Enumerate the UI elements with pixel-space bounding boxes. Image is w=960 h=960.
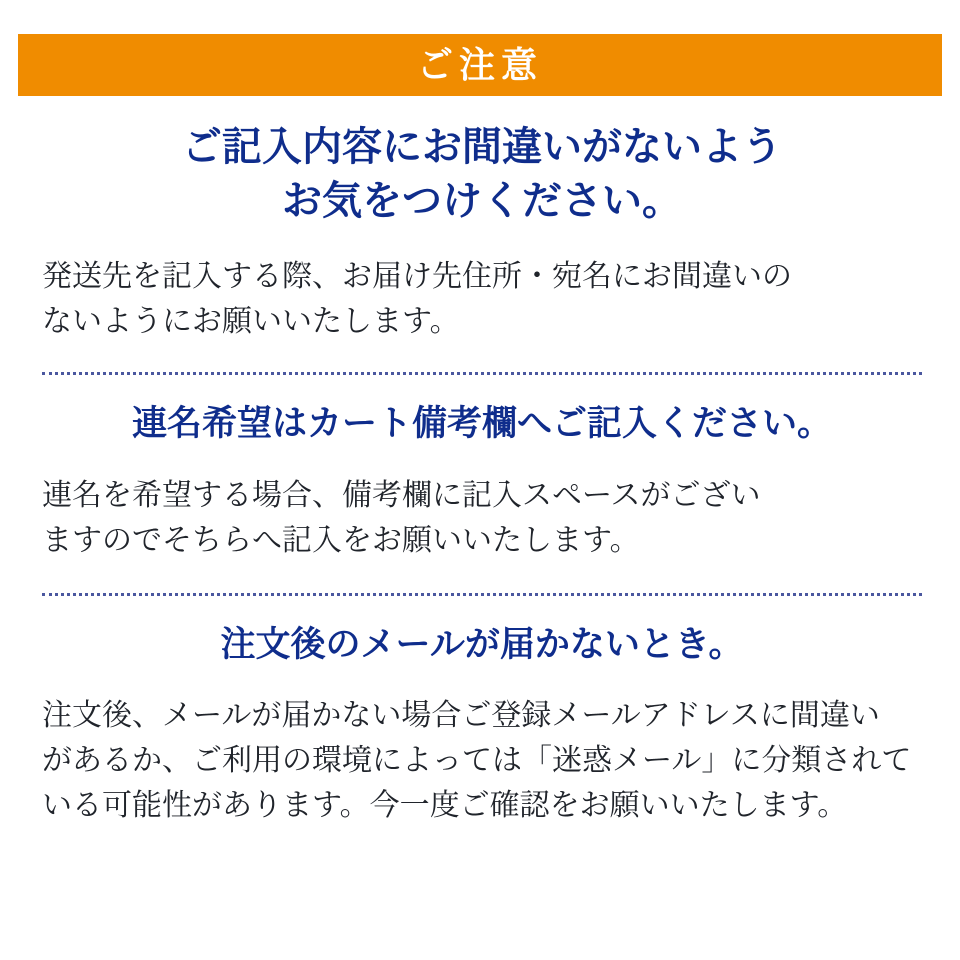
section-1-body-line-2: ないようにお願いいたします。 [42, 305, 460, 338]
section-2-title: 連名希望はカート備考欄へご記入ください。 [131, 404, 832, 443]
main-headline [42, 120, 922, 228]
notice-banner [18, 34, 942, 96]
main-headline-line-1: ご記入内容にお間違いがないよう [182, 125, 782, 169]
section-1-body [42, 254, 922, 344]
section-2-body-line-1: 連名を希望する場合、備考欄に記入スペースがござい [42, 478, 761, 512]
section-2-body-line-2: ますのでそちらへ記入をお願いいたします。 [42, 523, 640, 557]
main-headline-line-2: お気をつけください。 [282, 179, 682, 223]
divider-1 [42, 372, 922, 375]
section-3-body-line-3: いる可能性があります。今一度ご確認をお願いいたします。 [42, 789, 848, 822]
section-2-body [42, 473, 922, 563]
section-3-title: 注文後のメールが届かないとき。 [220, 624, 744, 664]
notice-banner-title: ご注意 [416, 44, 543, 85]
section-1-body-line-1: 発送先を記入する際、お届け先住所・宛名にお間違いの [42, 260, 792, 293]
section-3-body [42, 693, 922, 828]
notice-content [42, 120, 922, 828]
section-3-body-line-2: があるか、ご利用の環境によっては「迷惑メール」に分類されて [42, 744, 912, 777]
section-3-body-line-1: 注文後、メールが届かない場合ご登録メールアドレスに間違い [42, 699, 880, 732]
divider-2 [42, 593, 922, 596]
